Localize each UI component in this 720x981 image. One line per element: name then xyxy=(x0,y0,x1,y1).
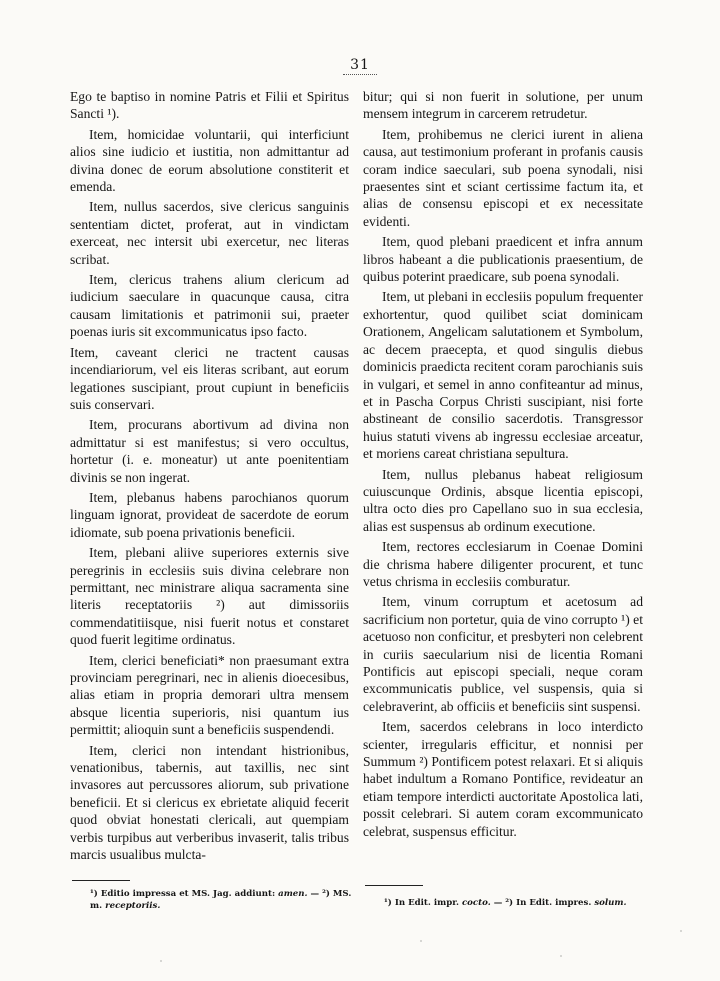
paragraph: Item, clericus trahens alium clericum ad iudicium saeculare in quacunque causa, citra causam limitationis et patrimonii sui, praeter poenas iuris sit excommunicatus ipso facto. xyxy=(70,272,349,340)
footnote-italic: cocto. xyxy=(461,898,491,908)
footnote-text: — ²) MS. m. xyxy=(90,889,352,911)
paragraph: Item, homicidae voluntarii, qui interficiunt alios sine iudicio et iustitia, non admittantur ad divina donec de eorum absolutione constiterit et emenda. xyxy=(70,126,349,195)
paragraph: bitur; qui si non fuerit in solutione, per unum mensem integrum in carcerem retrudetur. xyxy=(363,89,643,122)
paragraph: Item, rectores ecclesiarum in Coenae Domini die chrisma habere diligenter procurent, et tunc vetus chrisma in ecclesiis comburatur. xyxy=(363,539,643,589)
footnote-left xyxy=(90,888,352,912)
paper-speck xyxy=(420,940,422,942)
paper-speck xyxy=(680,930,682,932)
paragraph: Item, vinum corruptum et acetosum ad sacrificium non portetur, quia de vino corrupto ¹) et acetuoso non conficitur, et presbyteri non celebrent in curiis saecularium nisi de licentia Romani Pontificis aut episcopi speciali, neque coram excommunicatis publice, vel suspensis, quia si celebraverint, ab officiis et beneficiis sint suspensi. xyxy=(363,594,643,714)
paragraph: Item, nullus sacerdos, sive clericus sanguinis sententiam dictet, proferat, aut in vindictam exerceat, nec intersit ubi exercetur, nec literas scribat. xyxy=(70,199,349,267)
footnote-text: ¹) Editio impressa et MS. Jag. addiunt: xyxy=(90,889,279,899)
footnote-rule xyxy=(72,880,130,881)
footnote-italic: receptoriis. xyxy=(105,901,161,911)
paragraph: Item, plebani aliive superiores externis sive peregrinis in ecclesiis suis divina celebrare non permittant, nec ministrare aliqua sacramenta sine literis receptatoriis ²) aut dimissoriis commendatitiisque, nisi fuerit notus et constaret quod fuerit legitime ordinatus. xyxy=(70,545,349,648)
paragraph: Item, clerici non intendant histrionibus, venationibus, tabernis, aut taxillis, nec sint invasores aut percussores aliorum, sub privatione beneficii. Et si clericus ex ebrietate aliquid fecerit quod obviat honestati clericali, aut quempiam verbis turpibus aut verberibus invaserit, talis tribus marcis usualibus mulcta- xyxy=(70,742,349,863)
page-number: 31 xyxy=(0,57,720,75)
paragraph: Item, quod plebani praedicent et infra annum libros habeant a die publicationis praesentium, de quibus poterint praedicare, sub poena synodali. xyxy=(363,234,643,285)
footnote-right xyxy=(384,897,664,909)
paragraph: Item, caveant clerici ne tractent causas incendiariorum, vel eis literas scribant, aut eorum legationes suscipiant, prout cupiunt in beneficiis suis conservari. xyxy=(70,344,349,412)
paragraph: Item, plebanus habens parochianos quorum linguam ignorat, provideat de sacerdote de eorum idiomate, sub poena privationis beneficii. xyxy=(70,489,349,540)
paper-speck xyxy=(160,960,162,962)
paragraph: Item, clerici beneficiati* non praesumant extra provinciam peregrinari, nec in alienis dioecesibus, alias etiam in propria demorari ultra mensem absque licentia superioris, nisi quantum ius permittit; alioquin sunt a beneficiis suspendendi. xyxy=(70,652,349,738)
paragraph: Item, nullus plebanus habeat religiosum cuiuscunque Ordinis, absque licentia episcopi, ultra octo dies pro Capellano suo in sua ecclesia, alias est suspensus ab ordinum executione. xyxy=(363,466,643,534)
footnote-text: ¹) In Edit. impr. xyxy=(384,898,462,908)
paragraph: Item, procurans abortivum ad divina non admittatur si est manifestus; si vero occultus, hortetur (i. e. moneatur) ut ante poenitentiam divinis se non ingerat. xyxy=(70,417,349,485)
footnote-text: — ²) In Edit. impres. xyxy=(490,898,595,908)
paragraph: Item, prohibemus ne clerici iurent in aliena causa, aut testimonium proferant in profanis causis coram indice saeculari, sub poena synodali, nisi praesentes sint et sciant certissime factum ita, et alias de consensu episcopi et ex necessitate evidenti. xyxy=(363,126,643,229)
right-column xyxy=(363,88,643,843)
paragraph: Item, ut plebani in ecclesiis populum frequenter exhortentur, quod quilibet sciat dominicam Orationem, Angelicam salutationem et Symbolum, ac decem praecepta, et quod singulis diebus dominicis praedicta recitent coram parochianis suis in vulgari, et semel in anno confiteantur ad minus, et in Pascha Corpus Christi suscipiant, nisi forte abstineant de consilio sacerdotis. Transgressor huius statuti vivens ab ingressu ecclesiae arceatur, et moriens careat christiana sepultura. xyxy=(363,289,643,462)
paragraph: Ego te baptiso in nomine Patris et Filii et Spiritus Sancti ¹). xyxy=(70,89,349,122)
footnote-rule xyxy=(365,885,423,886)
footnote-italic: amen. xyxy=(278,889,308,899)
paragraph: Item, sacerdos celebrans in loco interdicto scienter, irregularis efficitur, et nonnisi per Summum ²) Pontificem potest relaxari. Et si aliquis habet indultum a Romano Pontifice, revideatur an etiam tempore interdicti auctoritate Apostolica lati, possit celebrari. Si autem coram excommunicato celebrat, suspensus efficitur. xyxy=(363,719,643,839)
footnote-italic: solum. xyxy=(594,898,627,908)
left-column xyxy=(70,88,349,863)
paper-speck xyxy=(560,955,562,957)
